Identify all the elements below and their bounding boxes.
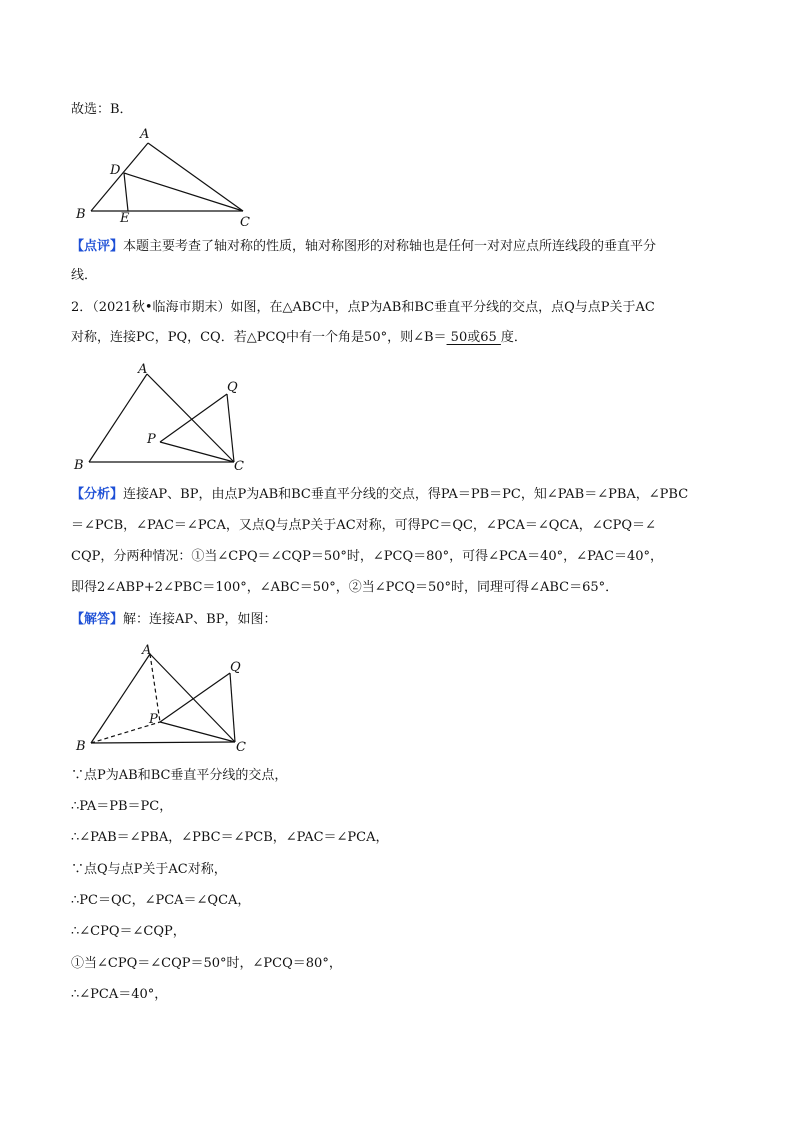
review-text: 本题主要考查了轴对称的性质，轴对称图形的对称轴也是任何一对对应点所连线段的垂直平分 [123,239,657,254]
segment-pq [160,394,227,442]
label-d: D [110,163,121,178]
text-line-choice: 故选：B． [71,102,133,117]
label-b: B [76,207,86,222]
label-a: A [138,362,148,377]
solution-tag: 【解答】 [71,612,124,627]
analysis-text: 连接AP、BP，由点P为AB和BC垂直平分线的交点，得PA＝PB＝PC，知∠PAB＝∠PBA，∠PBC [123,487,689,502]
label-q: Q [227,380,238,395]
segment-ac [147,374,234,462]
text-line-proof-7: ①当∠CPQ＝∠CQP＝50°时，∠PCQ＝80°， [71,956,342,971]
text-line-proof-2: ∴PA＝PB＝PC， [71,799,173,814]
segment-pq [160,673,230,722]
label-a: A [142,643,152,658]
question-text: 对称，连接PC，PQ，CQ．若△PCQ中有一个角是50°，则∠B＝ [71,330,447,345]
text-line-analysis-4: 即得2∠ABP+2∠PBC＝100°，∠ABC＝50°，②当∠PCQ＝50°时，同理可得∠ABC＝65°． [71,580,619,595]
label-p: P [147,432,156,447]
review-tag: 【点评】 [71,239,124,254]
text-line-proof-3: ∴∠PAB＝∠PBA，∠PBC＝∠PCB，∠PAC＝∠PCA， [71,830,389,845]
label-q: Q [230,660,241,675]
text-line-question: 2．（2021秋•临海市期末）如图，在△ABC中，点P为AB和BC垂直平分线的交点，点Q与点P关于AC [71,300,655,315]
label-c: C [234,459,244,474]
segment-ab [89,374,147,462]
text-line-review-cont: 线． [71,268,98,283]
segment-bc [91,742,235,743]
label-c: C [236,740,246,755]
text-line-proof-4: ∵点Q与点P关于AC对称， [71,862,227,877]
text-line-question-cont [71,328,527,348]
segment-ab [91,654,150,743]
text-line-proof-1: ∵点P为AB和BC垂直平分线的交点， [71,768,288,783]
text-line-analysis-2: ＝∠PCB，∠PAC＝∠PCA，又点Q与点P关于AC对称，可得PC＝QC，∠PCA＝∠QCA，∠CPQ＝∠ [71,518,656,533]
segment-dc [124,173,243,211]
solution-text: 解：连接AP、BP，如图： [123,612,277,627]
segment-pc [160,442,234,462]
text-line-review [71,237,656,257]
segment-qc [227,394,234,462]
segment-ap-dashed [150,654,160,722]
label-e: E [120,211,130,226]
text-line-solution [71,610,276,630]
text-line-proof-8: ∴∠PCA＝40°， [71,987,168,1002]
segment-ab [91,143,148,211]
text-line-proof-6: ∴∠CPQ＝∠CQP， [71,924,186,939]
segment-pc [160,722,235,742]
label-c: C [240,215,250,230]
question-suffix: 度． [500,330,527,345]
text-line-proof-5: ∴PC＝QC，∠PCA＝∠QCA， [71,893,251,908]
segment-ac [148,143,243,211]
label-a: A [140,127,150,142]
answer-blank: 50或65 [446,330,501,345]
segment-qc [230,673,235,742]
segment-bp-dashed [91,722,160,743]
text-line-analysis-3: CQP，分两种情况：①当∠CPQ＝∠CQP＝50°时，∠PCQ＝80°，可得∠PCA＝40°，∠PAC＝40°， [71,549,664,564]
segment-de [124,173,128,211]
label-b: B [76,739,86,754]
text-line-analysis [71,485,688,505]
label-p: P [149,712,158,727]
analysis-tag: 【分析】 [71,487,124,502]
label-b: B [74,458,84,473]
segment-ac [150,654,235,742]
